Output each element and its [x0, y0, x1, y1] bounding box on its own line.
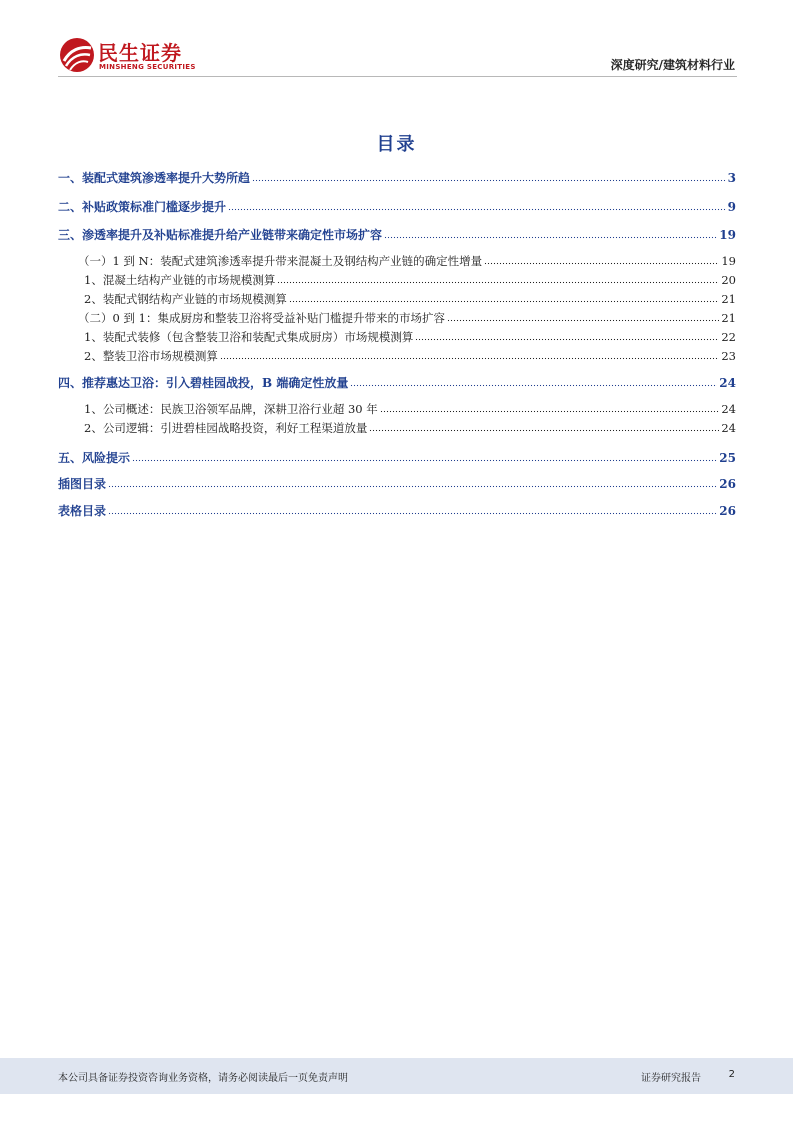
dot-leader [380, 410, 720, 413]
toc-entry-page: 24 [721, 421, 736, 435]
toc-entry-page: 19 [719, 228, 736, 242]
toc-entry[interactable] [58, 170, 736, 186]
dot-leader [132, 459, 717, 462]
toc-entry-page: 22 [721, 330, 736, 344]
logo-english-name: MINSHENG SECURITIES [99, 63, 196, 71]
toc-entry-text: 2、装配式钢结构产业链的市场规模测算 [84, 292, 287, 306]
header-divider [58, 76, 737, 77]
toc-entry-text: 1、公司概述：民族卫浴领军品牌，深耕卫浴行业超 30 年 [84, 402, 378, 416]
dot-leader [252, 179, 726, 182]
toc-entry-page: 26 [719, 504, 736, 518]
dot-leader [369, 429, 719, 432]
dot-leader [289, 300, 720, 303]
toc-entry-text: 插图目录 [58, 477, 107, 491]
toc-entry[interactable] [58, 272, 736, 288]
page-header [0, 0, 793, 80]
dot-leader [484, 262, 719, 265]
footer-disclaimer: 本公司具备证券投资咨询业务资格，请务必阅读最后一页免责声明 [58, 1073, 348, 1084]
toc-entry[interactable] [58, 227, 736, 243]
dot-leader [277, 281, 719, 284]
toc-entry-page: 24 [719, 376, 736, 390]
toc-entry-text: 五、风险提示 [58, 451, 131, 465]
dot-leader [350, 384, 717, 387]
toc-entry[interactable] [58, 375, 736, 391]
toc-entry[interactable] [58, 348, 736, 364]
toc-entry-text: 1、装配式装修（包含整装卫浴和装配式集成厨房）市场规模测算 [84, 330, 414, 344]
page-number: 2 [728, 1069, 735, 1080]
toc-entry-page: 3 [727, 171, 736, 185]
toc-entry-page: 25 [719, 451, 736, 465]
toc-entry[interactable] [58, 450, 736, 466]
toc-entry-page: 19 [721, 254, 736, 268]
toc-entry[interactable] [58, 420, 736, 436]
dot-leader [447, 319, 719, 322]
dot-leader [108, 512, 717, 515]
toc-entry-text: 三、渗透率提升及补贴标准提升给产业链带来确定性市场扩容 [58, 228, 383, 242]
toc-entry-page: 20 [721, 273, 736, 287]
logo-chinese-name: 民生证券 [98, 41, 182, 65]
toc-entry-text: 一、装配式建筑渗透率提升大势所趋 [58, 171, 251, 185]
toc-entry-text: 四、推荐惠达卫浴：引入碧桂园战投，B 端确定性放量 [58, 376, 349, 390]
toc-entry-text: 表格目录 [58, 504, 107, 518]
toc-entry[interactable] [58, 310, 736, 326]
toc-entry[interactable] [58, 253, 736, 269]
dot-leader [108, 485, 717, 488]
page-footer [0, 1058, 793, 1094]
minsheng-logo-icon [58, 36, 96, 74]
toc-entry-page: 23 [721, 349, 736, 363]
dot-leader [415, 338, 719, 341]
toc-entry[interactable] [58, 476, 736, 492]
toc-entry-text: 1、混凝土结构产业链的市场规模测算 [84, 273, 276, 287]
dot-leader [220, 357, 720, 360]
toc-title: 目录 [376, 134, 417, 155]
dot-leader [228, 208, 726, 211]
toc-entry[interactable] [58, 291, 736, 307]
toc-entry-text: 2、整装卫浴市场规模测算 [84, 349, 218, 363]
toc-entry-text: 2、公司逻辑：引进碧桂园战略投资，利好工程渠道放量 [84, 421, 368, 435]
report-category: 深度研究/建筑材料行业 [610, 58, 735, 72]
company-logo [58, 36, 208, 76]
toc-entry[interactable] [58, 199, 736, 215]
toc-entry-text: （一）1 到 N：装配式建筑渗透率提升带来混凝土及钢结构产业链的确定性增量 [78, 254, 483, 268]
toc-entry-page: 9 [727, 200, 736, 214]
toc-entry-text: （二）0 到 1：集成厨房和整装卫浴将受益补贴门槛提升带来的市场扩容 [78, 311, 445, 325]
toc-entry[interactable] [58, 329, 736, 345]
toc-entry-page: 26 [719, 477, 736, 491]
toc-entry-page: 21 [721, 311, 736, 325]
toc-entry[interactable] [58, 401, 736, 417]
toc-entry-page: 21 [721, 292, 736, 306]
toc-entry-page: 24 [721, 402, 736, 416]
footer-report-type: 证券研究报告 [641, 1073, 701, 1084]
toc-entry[interactable] [58, 503, 736, 519]
dot-leader [384, 236, 717, 239]
toc-entry-text: 二、补贴政策标准门槛逐步提升 [58, 200, 227, 214]
